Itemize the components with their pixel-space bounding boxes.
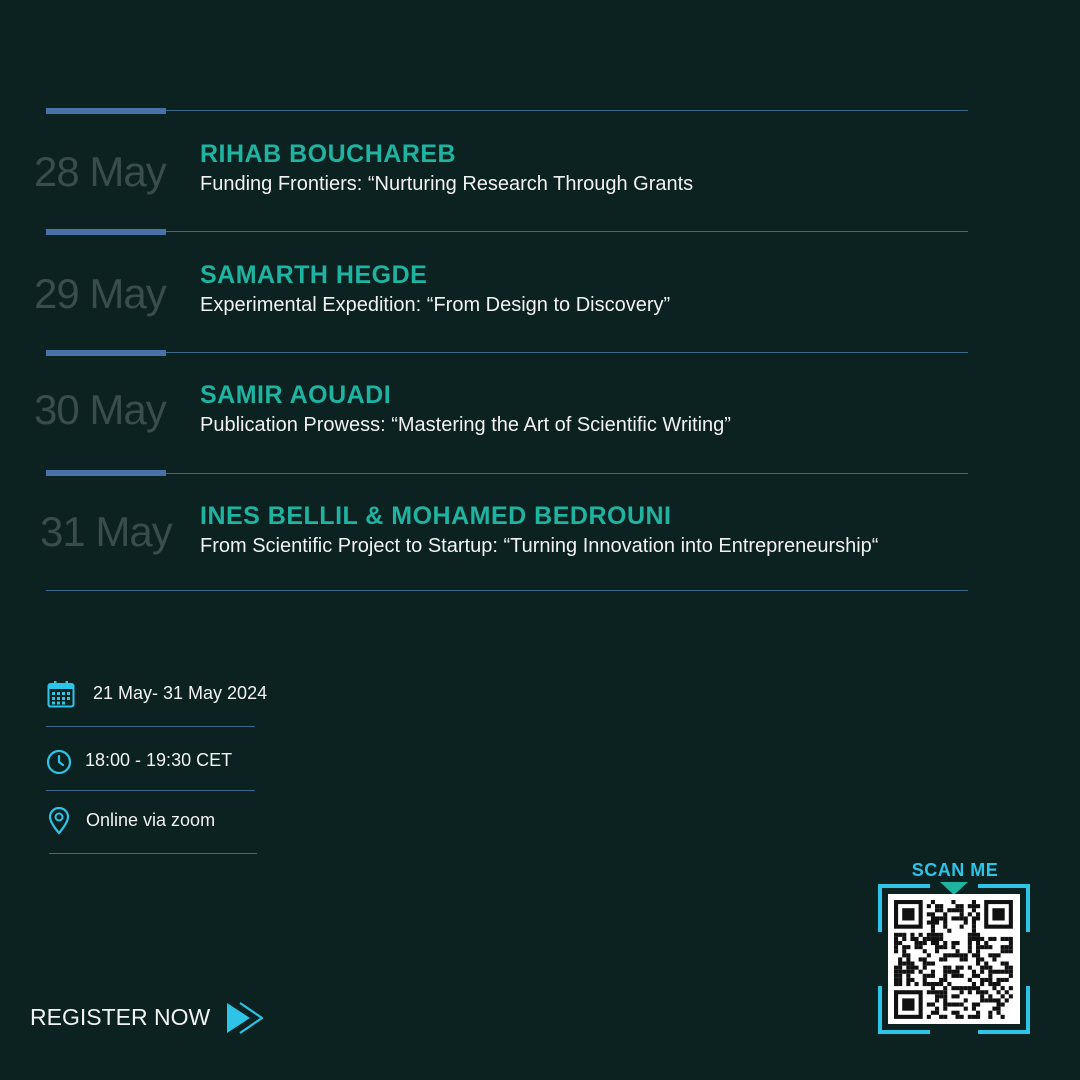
clock-icon xyxy=(46,749,72,775)
session-date: 30 May xyxy=(34,386,166,433)
event-location: Online via zoom xyxy=(86,810,216,830)
qr-code xyxy=(888,894,1020,1024)
talk-title: Funding Frontiers: “Nurturing Research Through Grants xyxy=(200,173,694,195)
register-button-label[interactable]: REGISTER NOW xyxy=(30,1004,211,1030)
talk-title: Experimental Expedition: “From Design to Discovery” xyxy=(200,294,671,316)
divider xyxy=(46,473,968,474)
divider-accent xyxy=(46,108,166,114)
event-time: 18:00 - 19:30 CET xyxy=(85,750,233,770)
divider xyxy=(46,110,968,111)
session-date: 28 May xyxy=(34,148,166,195)
talk-title: Publication Prowess: “Mastering the Art of Scientific Writing” xyxy=(200,414,731,436)
divider xyxy=(46,726,255,727)
event-dates: 21 May- 31 May 2024 xyxy=(93,683,268,703)
speaker-name: SAMARTH HEGDE xyxy=(200,261,428,289)
talk-title: From Scientific Project to Startup: “Turning Innovation into Entrepreneurship“ xyxy=(200,535,879,557)
scan-me-label: SCAN ME xyxy=(911,860,999,880)
session-date: 29 May xyxy=(34,270,166,317)
divider xyxy=(49,853,257,854)
double-arrow-icon[interactable] xyxy=(226,1001,266,1035)
divider xyxy=(46,231,968,232)
speaker-name: RIHAB BOUCHAREB xyxy=(200,140,457,168)
divider-accent xyxy=(46,350,166,356)
divider-accent xyxy=(46,470,166,476)
location-pin-icon xyxy=(48,807,70,835)
qr-code-frame[interactable] xyxy=(878,884,1030,1034)
speaker-name: SAMIR AOUADI xyxy=(200,381,392,409)
divider xyxy=(46,352,968,353)
divider xyxy=(46,590,968,591)
divider xyxy=(46,790,255,791)
session-date: 31 May xyxy=(40,508,172,555)
calendar-icon xyxy=(47,680,75,708)
speaker-name: INES BELLIL & MOHAMED BEDROUNI xyxy=(200,502,672,530)
divider-accent xyxy=(46,229,166,235)
